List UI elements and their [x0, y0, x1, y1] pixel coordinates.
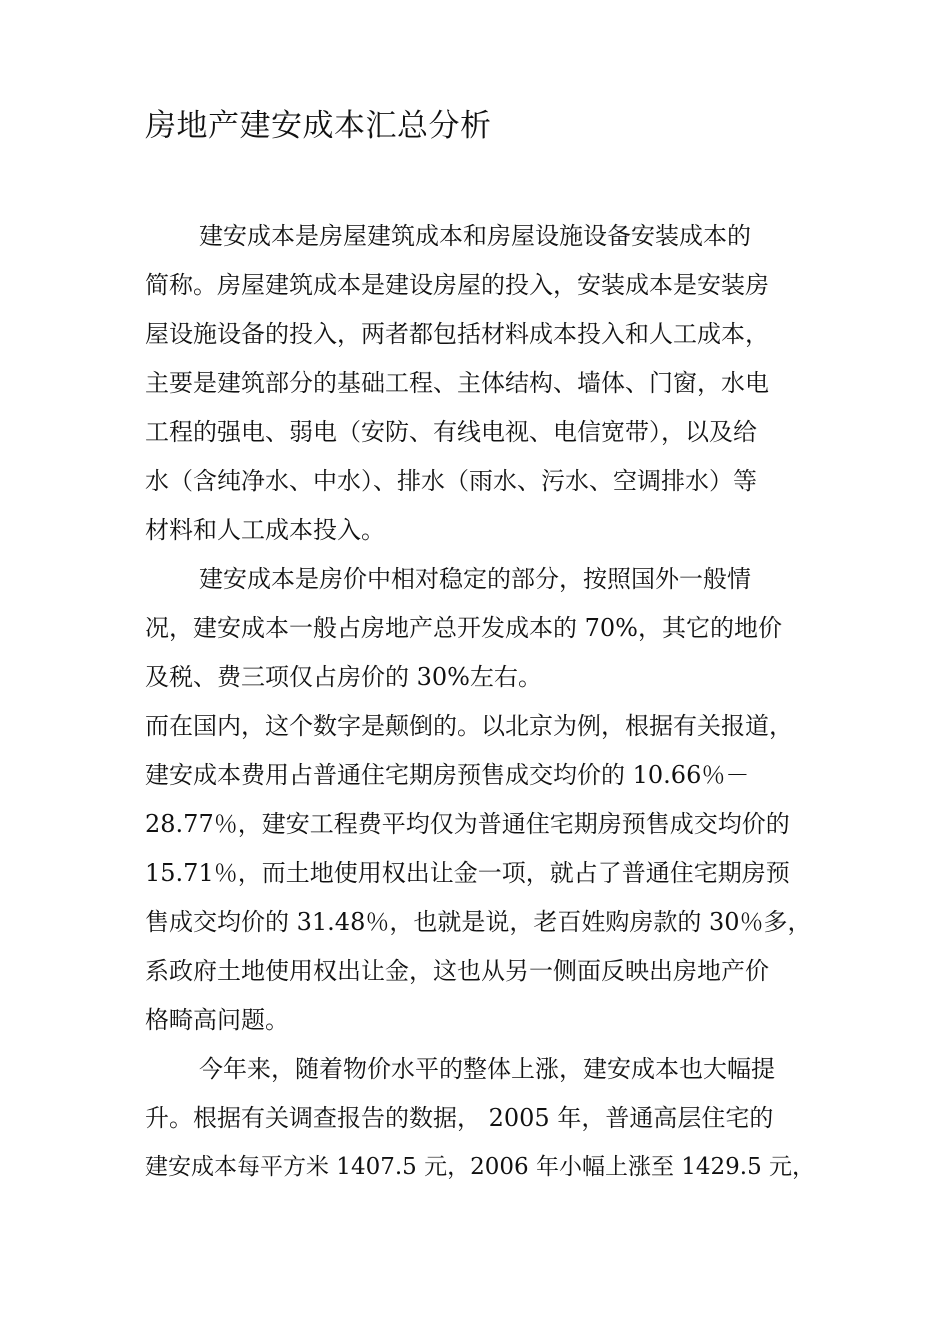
text-line: 水（含纯净水、中水）、排水（雨水、污水、空调排水）等: [145, 467, 757, 495]
document-title: 房地产建安成本汇总分析: [145, 108, 492, 144]
text-line: 材料和人工成本投入。: [145, 516, 385, 544]
text-line: 升。根据有关调查报告的数据， 2005 年，普通高层住宅的: [145, 1104, 774, 1132]
text-line: 15.71％，而土地使用权出让金一项，就占了普通住宅期房预: [145, 859, 790, 887]
text-line: 而在国内，这个数字是颠倒的。以北京为例，根据有关报道，: [145, 712, 793, 740]
document-body: [145, 212, 815, 1192]
text-line: 系政府土地使用权出让金，这也从另一侧面反映出房地产价: [145, 957, 769, 985]
text-line: 工程的强电、弱电（安防、有线电视、电信宽带），以及给: [145, 418, 757, 446]
text-line: 今年来，随着物价水平的整体上涨，建安成本也大幅提: [199, 1055, 775, 1083]
text-line: 况，建安成本一般占房地产总开发成本的 70%，其它的地价: [145, 614, 782, 642]
text-line: 及税、费三项仅占房价的 30%左右。: [145, 663, 542, 691]
text-line: 建安成本费用占普通住宅期房预售成交均价的 10.66％－: [145, 761, 750, 789]
text-line: 简称。房屋建筑成本是建设房屋的投入，安装成本是安装房: [145, 271, 769, 299]
text-line: 28.77％，建安工程费平均仅为普通住宅期房预售成交均价的: [145, 810, 790, 838]
text-line: 售成交均价的 31.48％，也就是说，老百姓购房款的 30％多，: [145, 908, 812, 936]
text-line: 屋设施设备的投入，两者都包括材料成本投入和人工成本，: [145, 320, 769, 348]
text-line: 格畸高问题。: [145, 1006, 289, 1034]
text-line: 主要是建筑部分的基础工程、主体结构、墙体、门窗，水电: [145, 369, 769, 397]
text-line: 建安成本是房价中相对稳定的部分，按照国外一般情: [199, 565, 751, 593]
text-line: 建安成本每平方米 1407.5 元，2006 年小幅上涨至 1429.5 元，: [145, 1154, 816, 1180]
text-line: 建安成本是房屋建筑成本和房屋设施设备安装成本的: [199, 222, 751, 250]
